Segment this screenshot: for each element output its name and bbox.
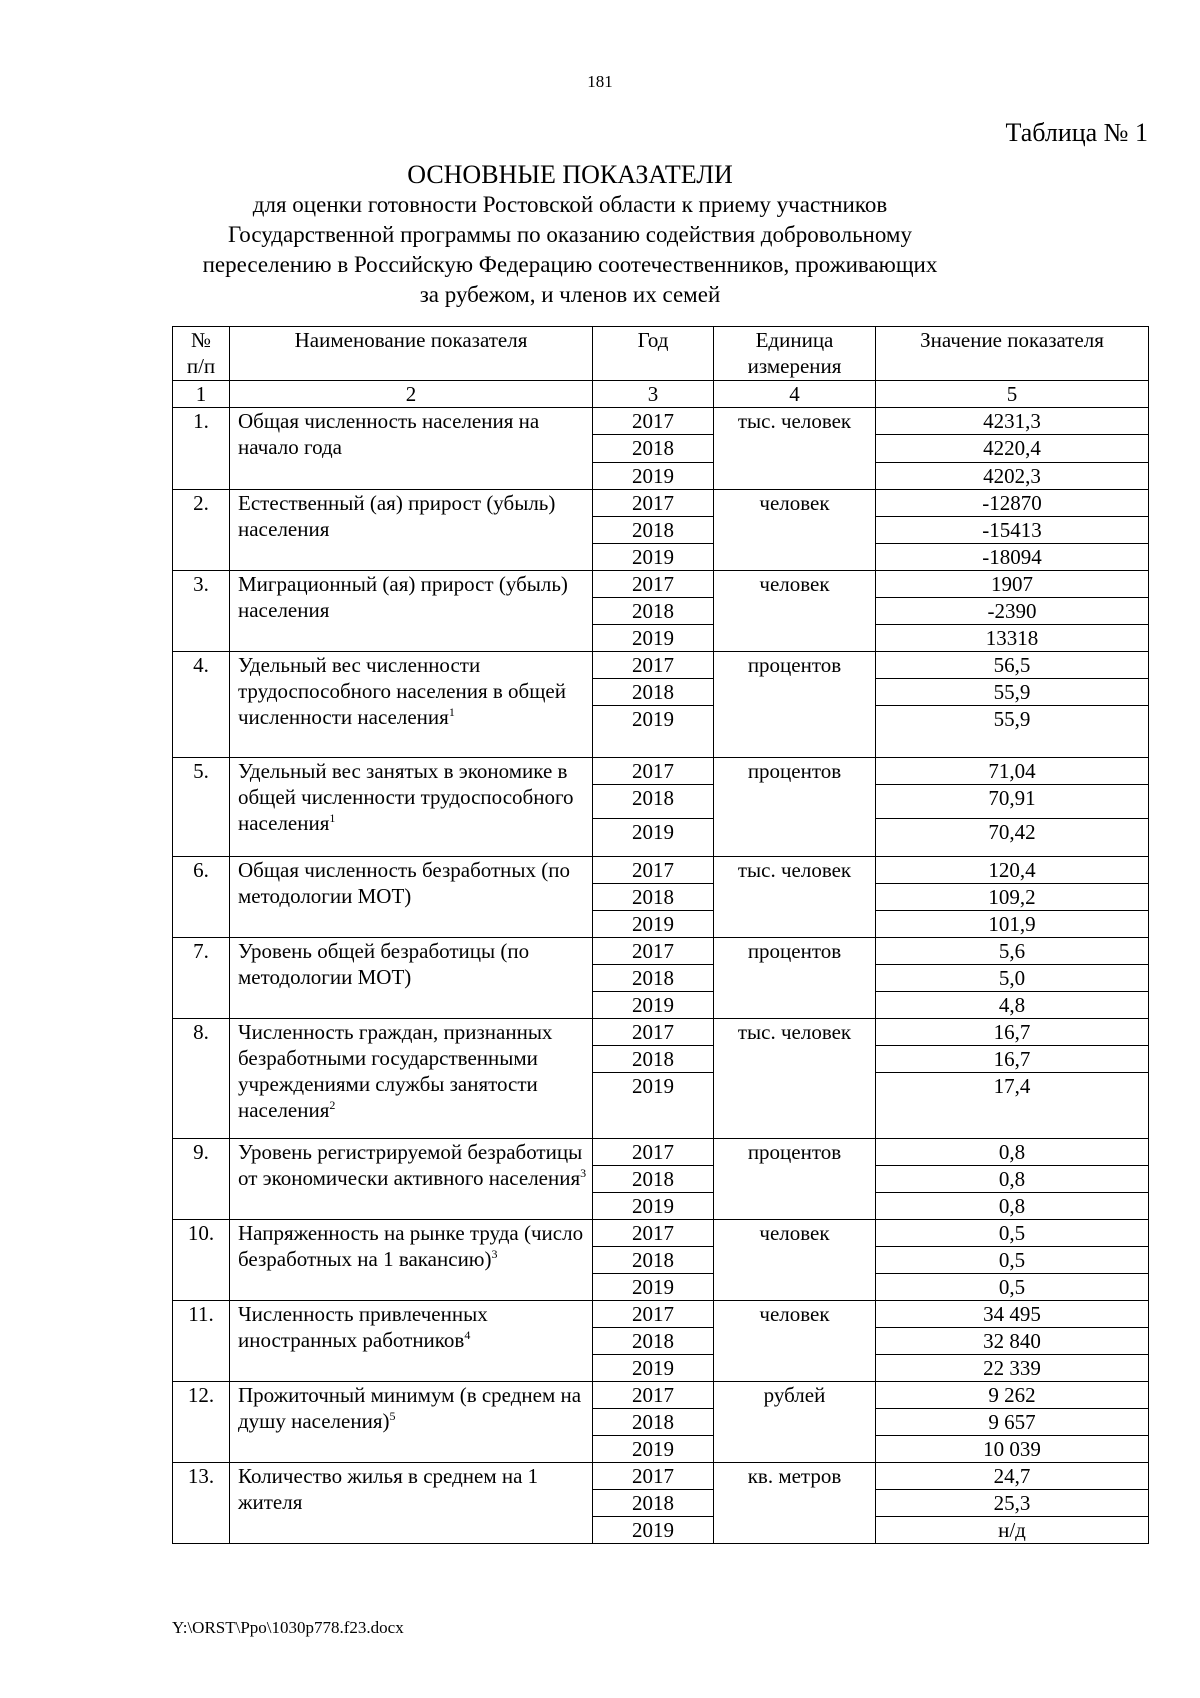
year-cell: 2019: [593, 1436, 714, 1463]
year-cell: 2017: [593, 408, 714, 435]
row-number: 12.: [173, 1382, 230, 1463]
unit-cell: рублей: [714, 1382, 876, 1463]
value-cell: 17,4: [876, 1073, 1149, 1139]
row-number: 9.: [173, 1139, 230, 1220]
row-number: 1.: [173, 408, 230, 490]
year-cell: 2019: [593, 911, 714, 938]
value-cell: н/д: [876, 1517, 1149, 1544]
value-cell: -18094: [876, 544, 1149, 571]
header-name: Наименование показателя: [230, 327, 593, 381]
value-cell: 4220,4: [876, 435, 1149, 463]
header-unit-line2: измерения: [747, 354, 842, 378]
footnote-marker: 4: [464, 1328, 471, 1342]
indicator-name: [230, 758, 593, 857]
value-cell: 109,2: [876, 884, 1149, 911]
indicator-name-text: Численность граждан, признанных безработными государственными учреждениями службы занятости населения: [238, 1020, 553, 1122]
table-row: [173, 1301, 1149, 1328]
column-number-row: [173, 381, 1149, 408]
unit-cell: человек: [714, 1301, 876, 1382]
value-cell: -2390: [876, 598, 1149, 625]
header-row: [173, 327, 1149, 381]
title-line-2: Государственной программы по оказанию содействия добровольному: [227, 222, 912, 247]
title-main: ОСНОВНЫЕ ПОКАЗАТЕЛИ: [407, 160, 733, 189]
unit-cell: человек: [714, 1220, 876, 1301]
value-cell: 34 495: [876, 1301, 1149, 1328]
footnote-marker: 1: [329, 811, 336, 825]
table-row: [173, 1463, 1149, 1490]
table-row: [173, 652, 1149, 679]
footnote-marker: 1: [448, 705, 455, 719]
value-cell: 9 657: [876, 1409, 1149, 1436]
year-cell: 2019: [593, 706, 714, 758]
footnote-marker: 3: [580, 1166, 587, 1180]
value-cell: 22 339: [876, 1355, 1149, 1382]
unit-cell: тыс. человек: [714, 408, 876, 490]
value-cell: 0,8: [876, 1193, 1149, 1220]
indicator-name: [230, 1139, 593, 1220]
year-cell: 2018: [593, 785, 714, 819]
table-title: [150, 160, 990, 310]
row-number: 6.: [173, 857, 230, 938]
value-cell: 1907: [876, 571, 1149, 598]
indicator-name: [230, 408, 593, 490]
value-cell: 16,7: [876, 1046, 1149, 1073]
indicator-name: [230, 1463, 593, 1544]
column-number: 4: [714, 381, 876, 408]
value-cell: -12870: [876, 490, 1149, 517]
row-number: 13.: [173, 1463, 230, 1544]
title-line-1: для оценки готовности Ростовской области к приему участников: [252, 192, 888, 217]
title-line-4: за рубежом, и членов их семей: [419, 282, 721, 307]
column-number: 2: [230, 381, 593, 408]
row-number: 8.: [173, 1019, 230, 1139]
year-cell: 2019: [593, 819, 714, 857]
title-line-3: переселению в Российскую Федерацию соотечественников, проживающих: [202, 252, 938, 277]
indicator-name: [230, 857, 593, 938]
unit-cell: процентов: [714, 758, 876, 857]
unit-cell: тыс. человек: [714, 1019, 876, 1139]
year-cell: 2017: [593, 938, 714, 965]
value-cell: 5,0: [876, 965, 1149, 992]
value-cell: 13318: [876, 625, 1149, 652]
table-row: [173, 571, 1149, 598]
year-cell: 2017: [593, 1019, 714, 1046]
indicator-name-text: Прожиточный минимум (в среднем на душу населения): [238, 1383, 582, 1433]
value-cell: 55,9: [876, 679, 1149, 706]
value-cell: 71,04: [876, 758, 1149, 785]
row-number: 5.: [173, 758, 230, 857]
indicator-name-text: Удельный вес численности трудоспособного населения в общей численности населения: [238, 653, 566, 729]
indicator-name-text: Миграционный (ая) прирост (убыль) населения: [238, 572, 568, 622]
footnote-marker: 3: [491, 1247, 498, 1261]
year-cell: 2018: [593, 965, 714, 992]
indicator-name: [230, 571, 593, 652]
header-no: [173, 327, 230, 381]
unit-cell: кв. метров: [714, 1463, 876, 1544]
year-cell: 2017: [593, 1463, 714, 1490]
year-cell: 2018: [593, 884, 714, 911]
value-cell: -15413: [876, 517, 1149, 544]
indicator-name: [230, 490, 593, 571]
year-cell: 2019: [593, 1355, 714, 1382]
row-number: 7.: [173, 938, 230, 1019]
table-label: Таблица № 1: [1005, 118, 1148, 147]
unit-cell: тыс. человек: [714, 857, 876, 938]
value-cell: 16,7: [876, 1019, 1149, 1046]
unit-cell: процентов: [714, 1139, 876, 1220]
column-number: 3: [593, 381, 714, 408]
value-cell: 32 840: [876, 1328, 1149, 1355]
year-cell: 2018: [593, 1490, 714, 1517]
unit-cell: процентов: [714, 652, 876, 758]
value-cell: 24,7: [876, 1463, 1149, 1490]
year-cell: 2017: [593, 1382, 714, 1409]
header-unit: [714, 327, 876, 381]
table-row: [173, 408, 1149, 435]
table-row: [173, 1220, 1149, 1247]
table-row: [173, 758, 1149, 785]
table-row: [173, 490, 1149, 517]
value-cell: 70,42: [876, 819, 1149, 857]
header-no-line2: п/п: [186, 354, 216, 378]
year-cell: 2017: [593, 758, 714, 785]
indicator-name: [230, 938, 593, 1019]
indicator-name-text: Удельный вес занятых в экономике в общей численности трудоспособного населения: [238, 759, 574, 835]
indicator-name: [230, 1301, 593, 1382]
unit-cell: человек: [714, 571, 876, 652]
indicator-name: [230, 1019, 593, 1139]
column-number: 5: [876, 381, 1149, 408]
indicator-name-text: Уровень регистрируемой безработицы от экономически активного населения: [238, 1140, 583, 1190]
value-cell: 0,8: [876, 1139, 1149, 1166]
row-number: 3.: [173, 571, 230, 652]
table-row: [173, 1019, 1149, 1046]
value-cell: 9 262: [876, 1382, 1149, 1409]
header-value: Значение показателя: [876, 327, 1149, 381]
year-cell: 2018: [593, 1328, 714, 1355]
year-cell: 2019: [593, 1517, 714, 1544]
column-number: 1: [173, 381, 230, 408]
year-cell: 2019: [593, 1193, 714, 1220]
value-cell: 4231,3: [876, 408, 1149, 435]
value-cell: 0,5: [876, 1247, 1149, 1274]
year-cell: 2018: [593, 435, 714, 463]
year-cell: 2018: [593, 1166, 714, 1193]
value-cell: 120,4: [876, 857, 1149, 884]
value-cell: 4202,3: [876, 463, 1149, 490]
value-cell: 0,8: [876, 1166, 1149, 1193]
table-row: [173, 857, 1149, 884]
row-number: 2.: [173, 490, 230, 571]
indicators-table: [172, 326, 1149, 1544]
value-cell: 10 039: [876, 1436, 1149, 1463]
indicator-name-text: Естественный (ая) прирост (убыль) населения: [238, 491, 556, 541]
year-cell: 2017: [593, 652, 714, 679]
year-cell: 2018: [593, 679, 714, 706]
year-cell: 2017: [593, 857, 714, 884]
year-cell: 2018: [593, 1247, 714, 1274]
indicator-name-text: Общая численность населения на начало года: [238, 409, 540, 459]
year-cell: 2017: [593, 490, 714, 517]
year-cell: 2017: [593, 1220, 714, 1247]
footer-file-path: Y:\ORST\Ppo\1030p778.f23.docx: [172, 1618, 404, 1637]
table-row: [173, 1382, 1149, 1409]
year-cell: 2019: [593, 1073, 714, 1139]
indicator-name: [230, 1220, 593, 1301]
year-cell: 2018: [593, 598, 714, 625]
value-cell: 56,5: [876, 652, 1149, 679]
indicator-name-text: Напряженность на рынке труда (число безработных на 1 вакансию): [238, 1221, 584, 1271]
indicator-name-text: Численность привлеченных иностранных работников: [238, 1302, 488, 1352]
unit-cell: человек: [714, 490, 876, 571]
value-cell: 101,9: [876, 911, 1149, 938]
table-row: [173, 1139, 1149, 1166]
year-cell: 2018: [593, 517, 714, 544]
indicator-name: [230, 652, 593, 758]
indicator-name: [230, 1382, 593, 1463]
year-cell: 2019: [593, 992, 714, 1019]
row-number: 10.: [173, 1220, 230, 1301]
year-cell: 2019: [593, 625, 714, 652]
value-cell: 5,6: [876, 938, 1149, 965]
row-number: 11.: [173, 1301, 230, 1382]
value-cell: 55,9: [876, 706, 1149, 758]
year-cell: 2018: [593, 1409, 714, 1436]
value-cell: 25,3: [876, 1490, 1149, 1517]
header-year: Год: [593, 327, 714, 381]
indicator-name-text: Уровень общей безработицы (по методологии МОТ): [238, 939, 530, 989]
indicator-name-text: Количество жилья в среднем на 1 жителя: [238, 1464, 539, 1514]
value-cell: 70,91: [876, 785, 1149, 819]
year-cell: 2018: [593, 1046, 714, 1073]
table-row: [173, 938, 1149, 965]
value-cell: 0,5: [876, 1274, 1149, 1301]
header-no-line1: №: [190, 328, 212, 352]
year-cell: 2019: [593, 1274, 714, 1301]
row-number: 4.: [173, 652, 230, 758]
indicator-name-text: Общая численность безработных (по методологии МОТ): [238, 858, 571, 908]
year-cell: 2017: [593, 1139, 714, 1166]
year-cell: 2017: [593, 1301, 714, 1328]
year-cell: 2019: [593, 544, 714, 571]
header-unit-line1: Единица: [755, 328, 834, 352]
value-cell: 0,5: [876, 1220, 1149, 1247]
footnote-marker: 5: [389, 1409, 396, 1423]
footnote-marker: 2: [329, 1098, 336, 1112]
value-cell: 4,8: [876, 992, 1149, 1019]
unit-cell: процентов: [714, 938, 876, 1019]
year-cell: 2017: [593, 571, 714, 598]
page-number: 181: [587, 72, 613, 91]
year-cell: 2019: [593, 463, 714, 490]
